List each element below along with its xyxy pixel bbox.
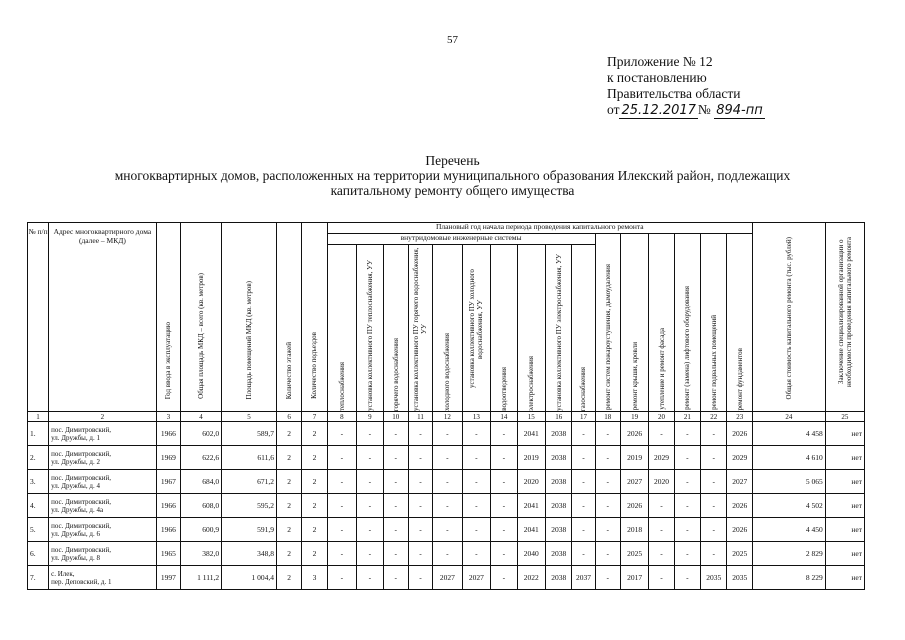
column-number: 17: [572, 412, 595, 422]
value-cell: -: [674, 422, 700, 446]
value-cell: -: [433, 422, 463, 446]
value-cell: -: [327, 470, 357, 494]
column-number: 14: [491, 412, 517, 422]
value-cell: 2038: [546, 470, 572, 494]
annex-date-line: [607, 102, 867, 119]
address-line: пер. Деповский, д. 1: [51, 577, 112, 586]
header-gas: газоснабжения: [572, 245, 595, 412]
value-cell: 2020: [649, 470, 674, 494]
value-cell: -: [649, 422, 674, 446]
value-cell: -: [408, 518, 432, 542]
row-number: 4.: [28, 494, 49, 518]
value-cell: -: [327, 542, 357, 566]
premises-area-cell: 671,2: [222, 470, 277, 494]
value-cell: 2027: [462, 566, 490, 590]
header-entrances: Количество подъездов: [302, 223, 327, 412]
conclusion-cell: нет: [825, 470, 864, 494]
year-cell: 1966: [156, 422, 180, 446]
value-cell: -: [701, 518, 727, 542]
value-cell: 2027: [620, 470, 648, 494]
value-cell: -: [674, 542, 700, 566]
value-cell: 2026: [727, 518, 753, 542]
value-cell: -: [383, 566, 408, 590]
value-cell: 2019: [620, 446, 648, 470]
floors-cell: 2: [276, 422, 301, 446]
value-cell: -: [572, 470, 595, 494]
column-number: 9: [357, 412, 383, 422]
value-cell: 2038: [546, 494, 572, 518]
floors-cell: 2: [276, 566, 301, 590]
row-number: 7.: [28, 566, 49, 590]
address-line: ул. Дружбы, д. 1: [51, 433, 100, 442]
entrances-cell: 2: [302, 518, 327, 542]
address-line: с. Илек,: [51, 569, 75, 578]
row-number: 3.: [28, 470, 49, 494]
entrances-cell: 2: [302, 422, 327, 446]
value-cell: -: [433, 542, 463, 566]
table-row: [28, 566, 865, 590]
value-cell: -: [408, 422, 432, 446]
value-cell: 2026: [620, 494, 648, 518]
value-cell: -: [491, 494, 517, 518]
header-facade: утепление и ремонт фасада: [649, 234, 674, 412]
year-cell: 1967: [156, 470, 180, 494]
value-cell: -: [595, 542, 620, 566]
value-cell: -: [357, 470, 383, 494]
column-number: 22: [701, 412, 727, 422]
value-cell: -: [674, 494, 700, 518]
value-cell: 2017: [620, 566, 648, 590]
value-cell: -: [462, 470, 490, 494]
value-cell: -: [649, 518, 674, 542]
header-cold-water-meter: установка коллективного ПУ холодного водоснабжения, УУ: [462, 245, 490, 412]
table-row: [28, 470, 865, 494]
column-number: 21: [674, 412, 700, 422]
total-cost-cell: 4 458: [752, 422, 825, 446]
header-hot-water-meter: установка коллективного ПУ горячего водоснабжения, УУ: [408, 245, 432, 412]
total-area-cell: 684,0: [180, 470, 221, 494]
value-cell: -: [595, 422, 620, 446]
header-num: № п/п: [28, 223, 49, 412]
value-cell: 2018: [620, 518, 648, 542]
value-cell: -: [649, 566, 674, 590]
column-number: 25: [825, 412, 864, 422]
value-cell: 2038: [546, 518, 572, 542]
column-number: 16: [546, 412, 572, 422]
value-cell: -: [383, 518, 408, 542]
value-cell: -: [701, 494, 727, 518]
value-cell: 2041: [517, 422, 545, 446]
total-area-cell: 608,0: [180, 494, 221, 518]
column-number: 1: [28, 412, 49, 422]
column-number: 8: [327, 412, 357, 422]
total-area-cell: 1 111,2: [180, 566, 221, 590]
header-total-cost: Общая стоимость капитального ремонта (тыс. рублей): [752, 223, 825, 412]
header-premises-area: Площадь помещений МКД (кв. метров): [222, 223, 277, 412]
value-cell: -: [408, 446, 432, 470]
column-number: 24: [752, 412, 825, 422]
address-cell: [49, 470, 157, 494]
value-cell: -: [491, 446, 517, 470]
premises-area-cell: 611,6: [222, 446, 277, 470]
header-electricity: электроснабжения: [517, 245, 545, 412]
value-cell: 2025: [727, 542, 753, 566]
annex-block: [607, 54, 867, 119]
title-line: капитальному ремонту общего имущества: [330, 183, 575, 198]
header-hot-water: горячего водоснабжения: [383, 245, 408, 412]
title-line: многоквартирных домов, расположенных на территории муниципального образования Илекский район, подлежащих: [114, 168, 791, 183]
header-floors: Количество этажей: [276, 223, 301, 412]
header-conclusion: Заключение специализированной организации о необходимости проведения капитального ремонта: [825, 223, 864, 412]
address-cell: [49, 422, 157, 446]
value-cell: 2025: [620, 542, 648, 566]
column-number: 7: [302, 412, 327, 422]
value-cell: -: [674, 518, 700, 542]
column-number: 23: [727, 412, 753, 422]
value-cell: 2041: [517, 518, 545, 542]
value-cell: -: [595, 470, 620, 494]
value-cell: -: [701, 422, 727, 446]
floors-cell: 2: [276, 518, 301, 542]
row-number: 1.: [28, 422, 49, 446]
value-cell: -: [327, 494, 357, 518]
value-cell: -: [572, 518, 595, 542]
value-cell: 2029: [727, 446, 753, 470]
value-cell: 2037: [572, 566, 595, 590]
value-cell: -: [433, 518, 463, 542]
address-cell: [49, 542, 157, 566]
header-planned-year: Плановый год начала периода проведения капитального ремонта: [327, 223, 752, 234]
annex-title: Приложение № 12: [607, 54, 713, 69]
value-cell: 2035: [727, 566, 753, 590]
entrances-cell: 2: [302, 494, 327, 518]
total-cost-cell: 4 502: [752, 494, 825, 518]
year-cell: 1966: [156, 494, 180, 518]
header-total-area: Общая площадь МКД – всего (кв. метров): [180, 223, 221, 412]
header-heating-meter: установка коллективного ПУ теплоснабжения, УУ: [357, 245, 383, 412]
value-cell: -: [595, 518, 620, 542]
date-prefix: от: [607, 102, 620, 117]
value-cell: 2038: [546, 446, 572, 470]
value-cell: -: [408, 566, 432, 590]
value-cell: -: [491, 566, 517, 590]
total-area-cell: 382,0: [180, 542, 221, 566]
value-cell: -: [357, 542, 383, 566]
value-cell: 2026: [727, 494, 753, 518]
value-cell: -: [595, 494, 620, 518]
value-cell: -: [462, 494, 490, 518]
header-foundation: ремонт фундаментов: [727, 234, 753, 412]
address-line: пос. Димитровский,: [51, 545, 111, 554]
value-cell: 2029: [649, 446, 674, 470]
value-cell: 2038: [546, 542, 572, 566]
value-cell: 2027: [727, 470, 753, 494]
header-year: Год ввода в эксплуатацию: [156, 223, 180, 412]
column-number: 15: [517, 412, 545, 422]
table-row: [28, 494, 865, 518]
value-cell: -: [408, 470, 432, 494]
entrances-cell: 2: [302, 542, 327, 566]
address-line: пос. Димитровский,: [51, 521, 111, 530]
address-cell: [49, 494, 157, 518]
annex-line: Правительства области: [607, 86, 741, 101]
header-basement: ремонт подвальных помещений: [701, 234, 727, 412]
value-cell: -: [327, 422, 357, 446]
handwritten-date: 25.12.2017: [621, 103, 696, 118]
column-number: 11: [408, 412, 432, 422]
value-cell: -: [674, 470, 700, 494]
value-cell: -: [462, 542, 490, 566]
row-number: 5.: [28, 518, 49, 542]
floors-cell: 2: [276, 446, 301, 470]
column-number: 13: [462, 412, 490, 422]
column-number: 3: [156, 412, 180, 422]
value-cell: -: [491, 542, 517, 566]
year-cell: 1997: [156, 566, 180, 590]
value-cell: -: [383, 446, 408, 470]
header-roof: ремонт крыши, кровли: [620, 234, 648, 412]
value-cell: 2038: [546, 566, 572, 590]
header-row-1: [28, 223, 865, 234]
column-number: 2: [49, 412, 157, 422]
premises-area-cell: 589,7: [222, 422, 277, 446]
value-cell: -: [462, 518, 490, 542]
value-cell: -: [433, 494, 463, 518]
value-cell: -: [383, 494, 408, 518]
column-number: 20: [649, 412, 674, 422]
row-number: 2.: [28, 446, 49, 470]
address-line: ул. Дружбы, д. 4а: [51, 505, 104, 514]
table-body: [28, 422, 865, 590]
value-cell: 2041: [517, 494, 545, 518]
premises-area-cell: 348,8: [222, 542, 277, 566]
value-cell: -: [433, 470, 463, 494]
column-number: 12: [433, 412, 463, 422]
total-cost-cell: 2 829: [752, 542, 825, 566]
value-cell: -: [595, 446, 620, 470]
total-cost-cell: 4 450: [752, 518, 825, 542]
column-numbers-row: [28, 412, 865, 422]
year-cell: 1965: [156, 542, 180, 566]
value-cell: -: [595, 566, 620, 590]
conclusion-cell: нет: [825, 494, 864, 518]
row-number: 6.: [28, 542, 49, 566]
handwritten-number: 894-пп: [716, 103, 763, 118]
value-cell: -: [491, 422, 517, 446]
value-cell: -: [383, 542, 408, 566]
column-number: 19: [620, 412, 648, 422]
conclusion-cell: нет: [825, 566, 864, 590]
entrances-cell: 3: [302, 566, 327, 590]
year-cell: 1966: [156, 518, 180, 542]
value-cell: -: [408, 494, 432, 518]
value-cell: -: [572, 422, 595, 446]
entrances-cell: 2: [302, 446, 327, 470]
value-cell: -: [649, 494, 674, 518]
buildings-table: [27, 222, 865, 590]
value-cell: 2035: [701, 566, 727, 590]
value-cell: -: [383, 470, 408, 494]
header-cold-water: холодного водоснабжения: [433, 245, 463, 412]
title-line: Перечень: [425, 153, 480, 168]
table-row: [28, 518, 865, 542]
value-cell: -: [674, 446, 700, 470]
header-electricity-meter: установка коллективного ПУ электроснабжения, УУ: [546, 245, 572, 412]
value-cell: -: [491, 470, 517, 494]
value-cell: 2040: [517, 542, 545, 566]
conclusion-cell: нет: [825, 446, 864, 470]
total-area-cell: 622,6: [180, 446, 221, 470]
address-line: пос. Димитровский,: [51, 449, 111, 458]
total-area-cell: 600,9: [180, 518, 221, 542]
annex-line: к постановлению: [607, 70, 707, 85]
table-row: [28, 422, 865, 446]
value-cell: 2027: [433, 566, 463, 590]
value-cell: -: [701, 542, 727, 566]
value-cell: -: [674, 566, 700, 590]
column-number: 18: [595, 412, 620, 422]
value-cell: 2022: [517, 566, 545, 590]
table-row: [28, 446, 865, 470]
value-cell: 2038: [546, 422, 572, 446]
floors-cell: 2: [276, 470, 301, 494]
address-line: пос. Димитровский,: [51, 497, 111, 506]
value-cell: -: [357, 422, 383, 446]
value-cell: -: [357, 518, 383, 542]
address-line: ул. Дружбы, д. 4: [51, 481, 100, 490]
value-cell: -: [462, 422, 490, 446]
address-line: пос. Димитровский,: [51, 473, 111, 482]
value-cell: -: [649, 542, 674, 566]
value-cell: -: [701, 470, 727, 494]
conclusion-cell: нет: [825, 422, 864, 446]
address-cell: [49, 566, 157, 590]
header-heating: теплоснабжения: [327, 245, 357, 412]
value-cell: -: [462, 446, 490, 470]
document-title: [0, 153, 905, 198]
value-cell: -: [357, 494, 383, 518]
premises-area-cell: 591,9: [222, 518, 277, 542]
total-cost-cell: 5 065: [752, 470, 825, 494]
value-cell: -: [357, 566, 383, 590]
value-cell: -: [701, 446, 727, 470]
header-engineering: внутридомовые инженерные системы: [327, 234, 595, 245]
value-cell: 2020: [517, 470, 545, 494]
floors-cell: 2: [276, 542, 301, 566]
table-row: [28, 542, 865, 566]
address-line: пос. Димитровский,: [51, 425, 111, 434]
address-cell: [49, 446, 157, 470]
conclusion-cell: нет: [825, 518, 864, 542]
column-number: 6: [276, 412, 301, 422]
value-cell: -: [383, 422, 408, 446]
address-cell: [49, 518, 157, 542]
address-line: ул. Дружбы, д. 6: [51, 529, 100, 538]
value-cell: -: [327, 518, 357, 542]
page-number: 57: [447, 34, 458, 46]
value-cell: -: [572, 446, 595, 470]
total-cost-cell: 8 229: [752, 566, 825, 590]
number-prefix: №: [697, 102, 711, 117]
value-cell: 2026: [727, 422, 753, 446]
address-line: ул. Дружбы, д. 8: [51, 553, 100, 562]
total-area-cell: 602,0: [180, 422, 221, 446]
value-cell: 2019: [517, 446, 545, 470]
value-cell: -: [327, 446, 357, 470]
year-cell: 1969: [156, 446, 180, 470]
header-fire-systems: ремонт систем пожароустушения, дымоудаления: [595, 234, 620, 412]
value-cell: -: [408, 542, 432, 566]
premises-area-cell: 595,2: [222, 494, 277, 518]
value-cell: -: [433, 446, 463, 470]
address-line: ул. Дружбы, д. 2: [51, 457, 100, 466]
column-number: 5: [222, 412, 277, 422]
value-cell: -: [491, 518, 517, 542]
column-number: 10: [383, 412, 408, 422]
entrances-cell: 2: [302, 470, 327, 494]
value-cell: -: [327, 566, 357, 590]
conclusion-cell: нет: [825, 542, 864, 566]
column-number: 4: [180, 412, 221, 422]
value-cell: 2026: [620, 422, 648, 446]
header-sewerage: водоотведения: [491, 245, 517, 412]
header-elevator: ремонт (замена) лифтового оборудования: [674, 234, 700, 412]
value-cell: -: [572, 542, 595, 566]
floors-cell: 2: [276, 494, 301, 518]
value-cell: -: [572, 494, 595, 518]
total-cost-cell: 4 610: [752, 446, 825, 470]
premises-area-cell: 1 004,4: [222, 566, 277, 590]
value-cell: -: [357, 446, 383, 470]
header-address: Адрес многоквартирного дома (далее – МКД): [49, 223, 157, 412]
